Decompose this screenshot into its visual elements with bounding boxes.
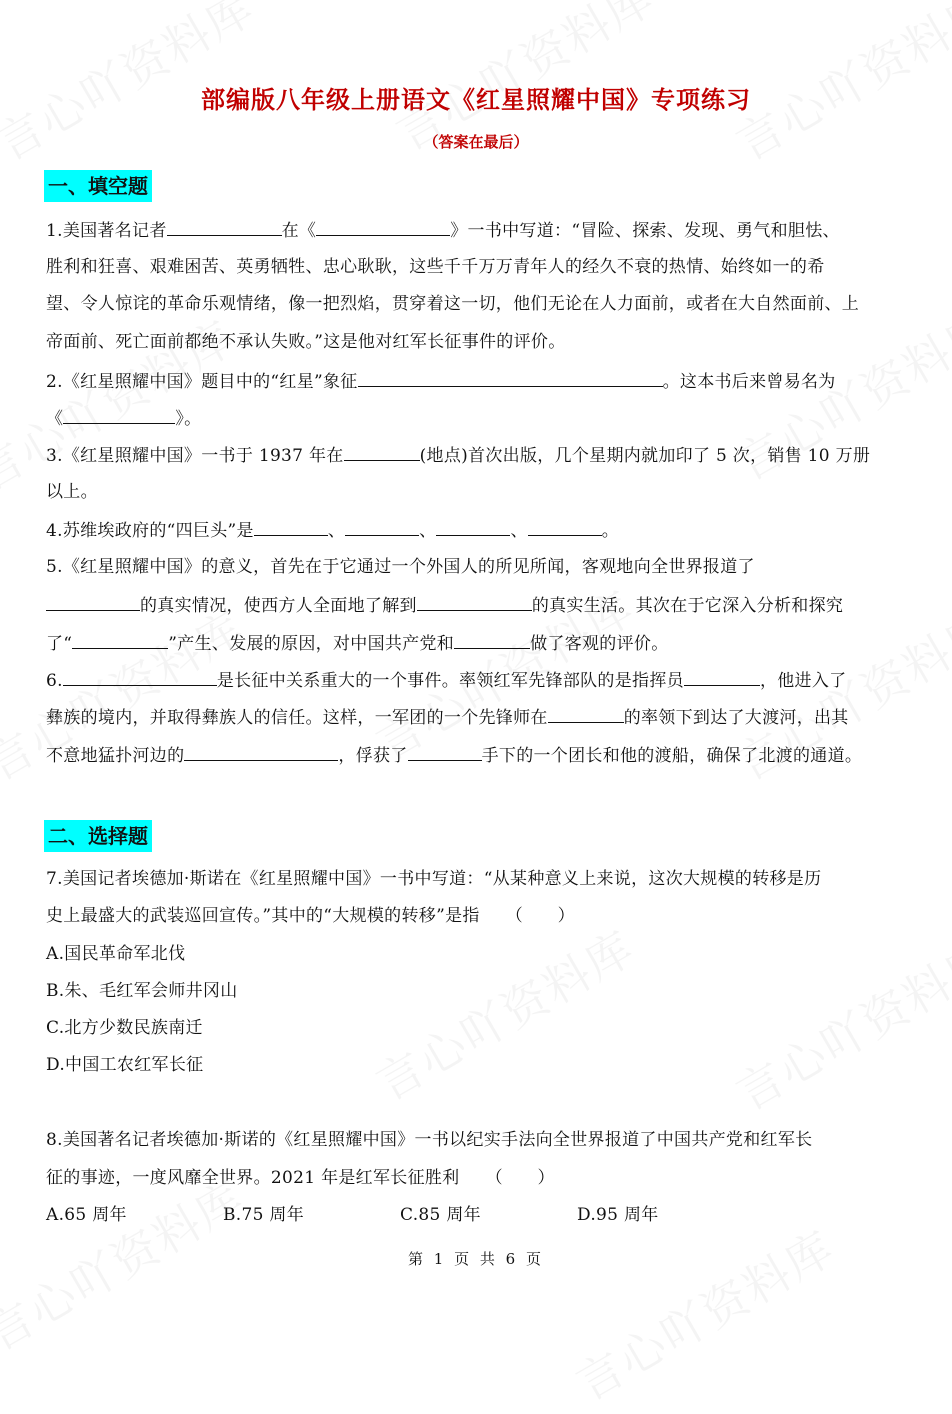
answer-blank[interactable]: [63, 405, 175, 424]
q1-line1: 1.美国著名记者 在《 》一书中写道：“冒险、探索、发现、勇气和胆怯、: [46, 217, 914, 243]
q5-line3: 了“ ”产生、发展的原因，对中国共产党和 做了客观的评价。: [46, 630, 914, 656]
answer-blank[interactable]: [684, 667, 760, 686]
q8-option-c[interactable]: C.85 周年: [400, 1205, 481, 1225]
answer-blank[interactable]: [548, 704, 624, 723]
answer-blank[interactable]: [417, 592, 532, 611]
answer-blank[interactable]: [454, 630, 530, 649]
q5-line1: 5.《红星照耀中国》的意义，首先在于它通过一个外国人的所见所闻，客观地向全世界报道了: [46, 557, 755, 577]
q8-line2: 征的事迹，一度风靡全世界。2021 年是红军长征胜利 （ ）: [46, 1168, 555, 1188]
q6-line2: 彝族的境内，并取得彝族人的信任。这样，一军团的一个先锋师在 的率领下到达了大渡河，出其: [46, 704, 914, 730]
q2-line1: 2.《红星照耀中国》题目中的“红星”象征 。这本书后来曾易名为: [46, 368, 914, 394]
answer-blank[interactable]: [358, 368, 663, 387]
q1-line3: 望、令人惊诧的革命乐观情绪，像一把烈焰，贯穿着这一切，他们无论在人力面前，或者在大自然面前、上: [46, 294, 860, 314]
q7-line1: 7.美国记者埃德加·斯诺在《红星照耀中国》一书中写道：“从某种意义上来说，这次大规模的转移是历: [46, 869, 822, 889]
q4-line1: 4.苏维埃政府的“四巨头”是 、 、 、 。: [46, 517, 914, 543]
answer-blank[interactable]: [63, 667, 217, 686]
q3-line2: 以上。: [46, 482, 98, 502]
answer-blank[interactable]: [316, 217, 450, 236]
page-subtitle: （答案在最后）: [423, 133, 529, 151]
section-fill-heading: 一、填空题: [44, 170, 152, 202]
q6-line3: 不意地猛扑河边的 ，俘获了 手下的一个团长和他的渡船，确保了北渡的通道。: [46, 742, 914, 768]
q8-options: [46, 1203, 914, 1227]
q8-option-b[interactable]: B.75 周年: [223, 1205, 305, 1225]
q8-option-d[interactable]: D.95 周年: [577, 1205, 659, 1225]
answer-blank[interactable]: [72, 630, 168, 649]
q5-line2: 的真实情况，使西方人全面地了解到 的真实生活。其次在于它深入分析和探究: [46, 592, 914, 618]
q7-option-a[interactable]: A.国民革命军北伐: [46, 944, 186, 964]
answer-blank[interactable]: [46, 592, 140, 611]
q2-line2: 《 》。: [46, 405, 914, 431]
answer-blank[interactable]: [345, 517, 419, 536]
answer-blank[interactable]: [528, 517, 602, 536]
q3-line1: 3.《红星照耀中国》一书于 1937 年在 (地点)首次出版，几个星期内就加印了 5 次，销售 10 万册: [46, 442, 914, 468]
page-title: 部编版八年级上册语文《红星照耀中国》专项练习: [201, 86, 751, 114]
answer-blank[interactable]: [167, 217, 282, 236]
q8-line1: 8.美国著名记者埃德加·斯诺的《红星照耀中国》一书以纪实手法向全世界报道了中国共产党和红军长: [46, 1130, 813, 1150]
answer-blank[interactable]: [254, 517, 328, 536]
watermark: [563, 1212, 845, 1413]
q1-line4: 帝面前、死亡面前都绝不承认失败。”这是他对红军长征事件的评价。: [46, 332, 566, 352]
page-footer: 第 1 页 共 6 页: [408, 1250, 544, 1268]
q6-line1: 6. 是长征中关系重大的一个事件。率领红军先锋部队的是指挥员 ，他进入了: [46, 667, 914, 693]
answer-blank[interactable]: [184, 742, 338, 761]
section-choice-heading: 二、选择题: [44, 820, 152, 852]
answer-blank[interactable]: [344, 442, 420, 461]
answer-blank[interactable]: [408, 742, 482, 761]
q7-option-b[interactable]: B.朱、毛红军会师井冈山: [46, 981, 238, 1001]
q8-option-a[interactable]: A.65 周年: [46, 1205, 127, 1225]
answer-blank[interactable]: [436, 517, 510, 536]
q1-line2: 胜利和狂喜、艰难困苦、英勇牺牲、忠心耿耿，这些千千万万青年人的经久不衰的热情、始终如一的希: [46, 257, 825, 277]
q7-option-d[interactable]: D.中国工农红军长征: [46, 1055, 204, 1075]
q7-line2: 史上最盛大的武装巡回宣传。”其中的“大规模的转移”是指 （ ）: [46, 906, 575, 926]
q7-option-c[interactable]: C.北方少数民族南迁: [46, 1018, 203, 1038]
